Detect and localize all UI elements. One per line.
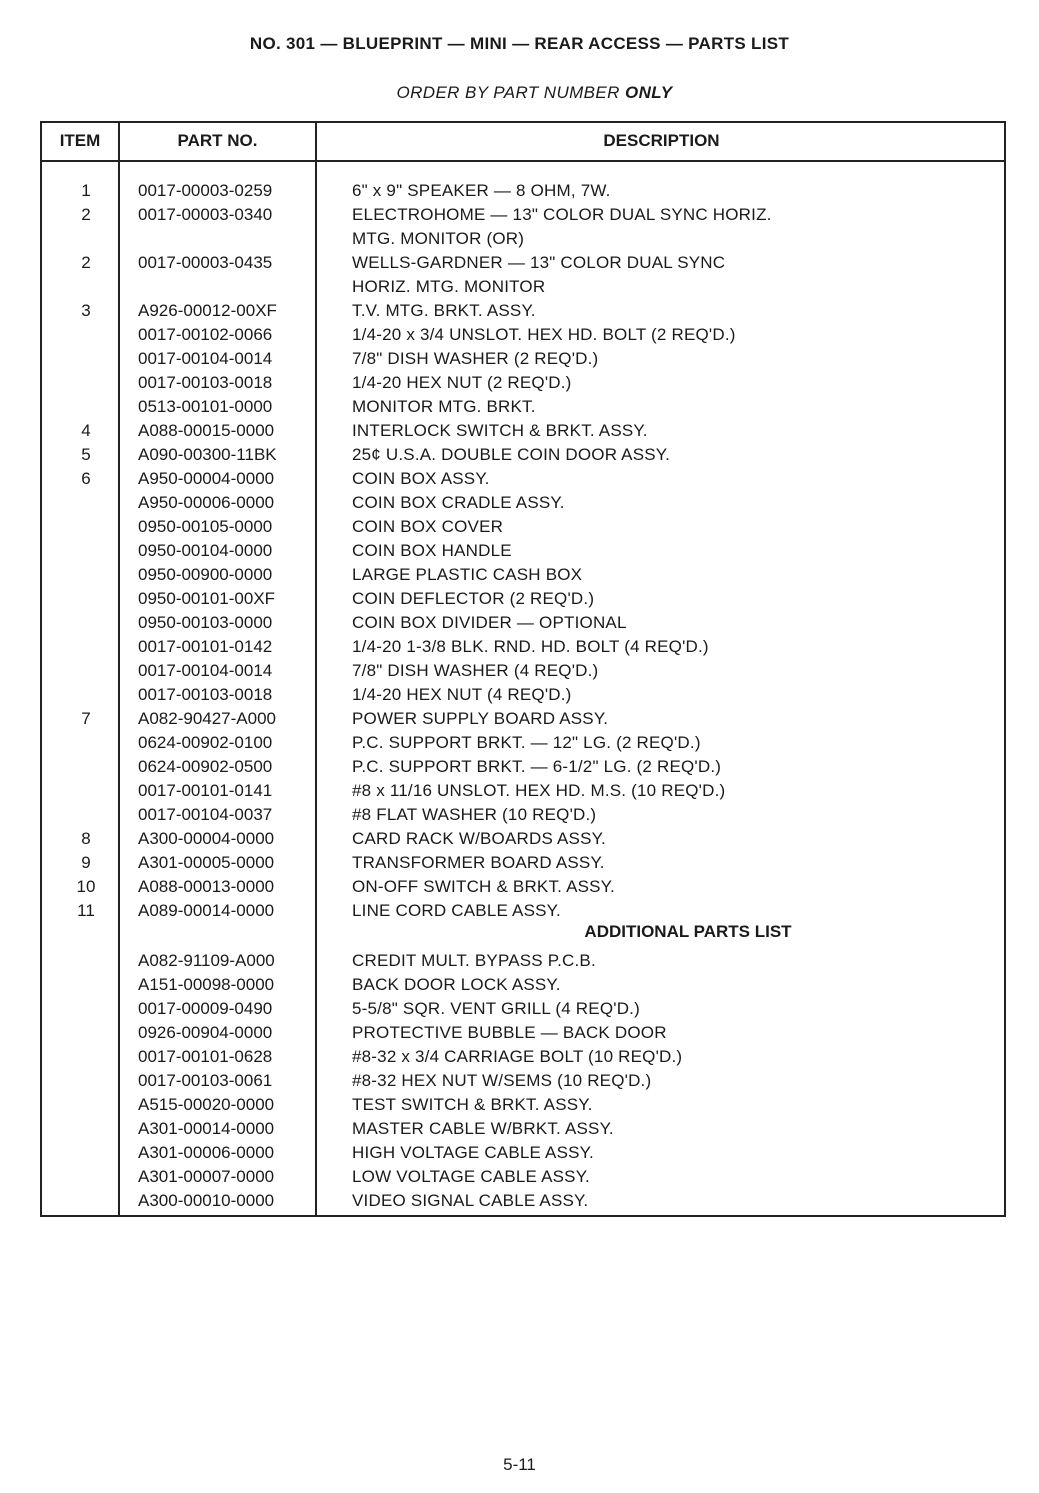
part-description: #8 x 11/16 UNSLOT. HEX HD. M.S. (10 REQ'D.) [352, 781, 726, 800]
part-number: 0926-00904-0000 [138, 1023, 273, 1042]
part-number: 0017-00101-0141 [138, 781, 273, 800]
table-row [42, 1117, 1004, 1141]
part-number: 0017-00003-0259 [138, 181, 273, 200]
part-number: 0017-00102-0066 [138, 325, 273, 344]
part-description: PROTECTIVE BUBBLE — BACK DOOR [352, 1023, 667, 1042]
table-row [42, 731, 1004, 755]
part-number: 0017-00003-0435 [138, 253, 273, 272]
table-row [42, 587, 1004, 611]
table-row [42, 491, 1004, 515]
item-number: 2 [81, 253, 91, 272]
table-row [42, 1141, 1004, 1165]
part-number: A301-00014-0000 [138, 1119, 275, 1138]
part-number: 0017-00101-0142 [138, 637, 273, 656]
parts-table [40, 121, 1006, 1217]
part-number: A950-00006-0000 [138, 493, 275, 512]
order-instruction-emphasis: ONLY [624, 83, 673, 102]
table-row [42, 203, 1004, 227]
order-instruction [0, 83, 1039, 103]
item-number: 10 [76, 877, 96, 896]
table-row [42, 875, 1004, 899]
table-row [42, 635, 1004, 659]
column-header-part-no: PART NO. [177, 131, 258, 150]
part-description: VIDEO SIGNAL CABLE ASSY. [352, 1191, 589, 1210]
part-number: A089-00014-0000 [138, 901, 275, 920]
part-description: #8 FLAT WASHER (10 REQ'D.) [352, 805, 597, 824]
table-row [42, 347, 1004, 371]
table-row [42, 395, 1004, 419]
part-description: 1/4-20 HEX NUT (2 REQ'D.) [352, 373, 572, 392]
header-divider [42, 160, 1004, 162]
part-description: BACK DOOR LOCK ASSY. [352, 975, 561, 994]
part-description: MONITOR MTG. BRKT. [352, 397, 536, 416]
table-row [42, 997, 1004, 1021]
part-number: A950-00004-0000 [138, 469, 275, 488]
table-row [42, 443, 1004, 467]
part-number: A300-00004-0000 [138, 829, 275, 848]
item-number: 11 [77, 901, 95, 920]
table-row [42, 251, 1004, 275]
part-description: CARD RACK W/BOARDS ASSY. [352, 829, 606, 848]
item-number: 3 [81, 301, 91, 320]
part-description: MASTER CABLE W/BRKT. ASSY. [352, 1119, 614, 1138]
item-number: 8 [81, 829, 91, 848]
part-number: 0017-00104-0037 [138, 805, 273, 824]
part-description: COIN BOX DIVIDER — OPTIONAL [352, 613, 627, 632]
column-header-item: ITEM [59, 131, 101, 150]
part-description: CREDIT MULT. BYPASS P.C.B. [352, 951, 596, 970]
part-number: A082-90427-A000 [138, 709, 277, 728]
table-row [42, 827, 1004, 851]
table-row [42, 1045, 1004, 1069]
table-row [42, 949, 1004, 973]
order-instruction-text: ORDER BY PART NUMBER [396, 83, 620, 102]
part-number: 0017-00104-0014 [138, 661, 273, 680]
part-description: ELECTROHOME — 13" COLOR DUAL SYNC HORIZ. [352, 205, 772, 224]
table-row [42, 227, 1004, 251]
page-number: 5-11 [503, 1455, 536, 1474]
part-description: TRANSFORMER BOARD ASSY. [352, 853, 605, 872]
part-number: A301-00005-0000 [138, 853, 275, 872]
table-row [42, 755, 1004, 779]
part-description: 1/4-20 1-3/8 BLK. RND. HD. BOLT (4 REQ'D.) [352, 637, 709, 656]
part-description: COIN DEFLECTOR (2 REQ'D.) [352, 589, 595, 608]
table-row [42, 1189, 1004, 1213]
part-number: 0950-00104-0000 [138, 541, 273, 560]
part-number: A082-91109-A000 [138, 951, 275, 970]
part-description: 25¢ U.S.A. DOUBLE COIN DOOR ASSY. [352, 445, 671, 464]
part-description: COIN BOX COVER [352, 517, 504, 536]
part-number: 0950-00105-0000 [138, 517, 273, 536]
part-description: 7/8" DISH WASHER (2 REQ'D.) [352, 349, 599, 368]
table-row [42, 683, 1004, 707]
part-number: 0017-00009-0490 [138, 999, 273, 1018]
table-row [42, 1165, 1004, 1189]
part-description: 1/4-20 HEX NUT (4 REQ'D.) [352, 685, 572, 704]
part-number: 0017-00101-0628 [138, 1047, 273, 1066]
item-number: 1 [81, 181, 91, 200]
part-number: A088-00013-0000 [138, 877, 275, 896]
table-row [42, 371, 1004, 395]
part-description: 1/4-20 x 3/4 UNSLOT. HEX HD. BOLT (2 REQ'D.) [352, 325, 736, 344]
part-number: A300-00010-0000 [138, 1191, 275, 1210]
table-row [42, 179, 1004, 203]
item-number: 7 [81, 709, 91, 728]
column-header-description: DESCRIPTION [603, 131, 720, 150]
part-description: ON-OFF SWITCH & BRKT. ASSY. [352, 877, 615, 896]
part-description: MTG. MONITOR (OR) [352, 229, 525, 248]
part-description: P.C. SUPPORT BRKT. — 12" LG. (2 REQ'D.) [352, 733, 701, 752]
table-row [42, 515, 1004, 539]
table-row [42, 1069, 1004, 1093]
part-description: P.C. SUPPORT BRKT. — 6-1/2" LG. (2 REQ'D.) [352, 757, 722, 776]
additional-parts-heading: ADDITIONAL PARTS LIST [584, 922, 792, 941]
table-row [42, 899, 1004, 923]
part-number: 0017-00104-0014 [138, 349, 273, 368]
part-number: A090-00300-11BK [138, 445, 277, 464]
table-row [42, 973, 1004, 997]
table-row [42, 563, 1004, 587]
table-row [42, 299, 1004, 323]
part-description: LOW VOLTAGE CABLE ASSY. [352, 1167, 590, 1186]
part-number: 0017-00103-0061 [138, 1071, 273, 1090]
part-description: COIN BOX ASSY. [352, 469, 490, 488]
page-title: NO. 301 — BLUEPRINT — MINI — REAR ACCESS — PARTS LIST [249, 34, 790, 53]
part-description: POWER SUPPLY BOARD ASSY. [352, 709, 609, 728]
part-number: 0624-00902-0100 [138, 733, 273, 752]
part-description: #8-32 HEX NUT W/SEMS (10 REQ'D.) [352, 1071, 652, 1090]
part-description: T.V. MTG. BRKT. ASSY. [352, 301, 536, 320]
part-number: 0950-00101-00XF [138, 589, 276, 608]
part-number: A088-00015-0000 [138, 421, 275, 440]
part-number: 0624-00902-0500 [138, 757, 273, 776]
part-description: #8-32 x 3/4 CARRIAGE BOLT (10 REQ'D.) [352, 1047, 683, 1066]
table-row [42, 611, 1004, 635]
part-description: HIGH VOLTAGE CABLE ASSY. [352, 1143, 594, 1162]
part-description: COIN BOX HANDLE [352, 541, 512, 560]
table-row [42, 1021, 1004, 1045]
part-description: COIN BOX CRADLE ASSY. [352, 493, 565, 512]
item-number: 2 [81, 205, 91, 224]
part-description: HORIZ. MTG. MONITOR [352, 277, 546, 296]
table-row [42, 707, 1004, 731]
table-row [42, 779, 1004, 803]
part-number: 0017-00003-0340 [138, 205, 273, 224]
part-number: A515-00020-0000 [138, 1095, 275, 1114]
part-description: LARGE PLASTIC CASH BOX [352, 565, 583, 584]
table-body [42, 179, 1004, 1213]
item-number: 4 [81, 421, 91, 440]
part-description: WELLS-GARDNER — 13" COLOR DUAL SYNC [352, 253, 726, 272]
item-number: 6 [81, 469, 91, 488]
part-description: INTERLOCK SWITCH & BRKT. ASSY. [352, 421, 648, 440]
part-description: TEST SWITCH & BRKT. ASSY. [352, 1095, 593, 1114]
item-number: 5 [81, 445, 91, 464]
table-row [42, 659, 1004, 683]
part-number: 0513-00101-0000 [138, 397, 273, 416]
table-row [42, 323, 1004, 347]
item-number: 9 [81, 853, 91, 872]
part-number: A926-00012-00XF [138, 301, 277, 320]
part-description: LINE CORD CABLE ASSY. [352, 901, 561, 920]
part-number: A151-00098-0000 [138, 975, 275, 994]
part-description: 7/8" DISH WASHER (4 REQ'D.) [352, 661, 599, 680]
part-number: A301-00007-0000 [138, 1167, 275, 1186]
part-number: 0950-00103-0000 [138, 613, 273, 632]
part-description: 5-5/8" SQR. VENT GRILL (4 REQ'D.) [352, 999, 640, 1018]
table-row [42, 803, 1004, 827]
table-row [42, 419, 1004, 443]
part-description: 6" x 9" SPEAKER — 8 OHM, 7W. [352, 181, 611, 200]
table-row [42, 539, 1004, 563]
table-row [42, 467, 1004, 491]
part-number: 0017-00103-0018 [138, 373, 273, 392]
table-row [42, 851, 1004, 875]
part-number: 0017-00103-0018 [138, 685, 273, 704]
table-row [42, 275, 1004, 299]
table-row [42, 1093, 1004, 1117]
part-number: A301-00006-0000 [138, 1143, 275, 1162]
part-number: 0950-00900-0000 [138, 565, 273, 584]
